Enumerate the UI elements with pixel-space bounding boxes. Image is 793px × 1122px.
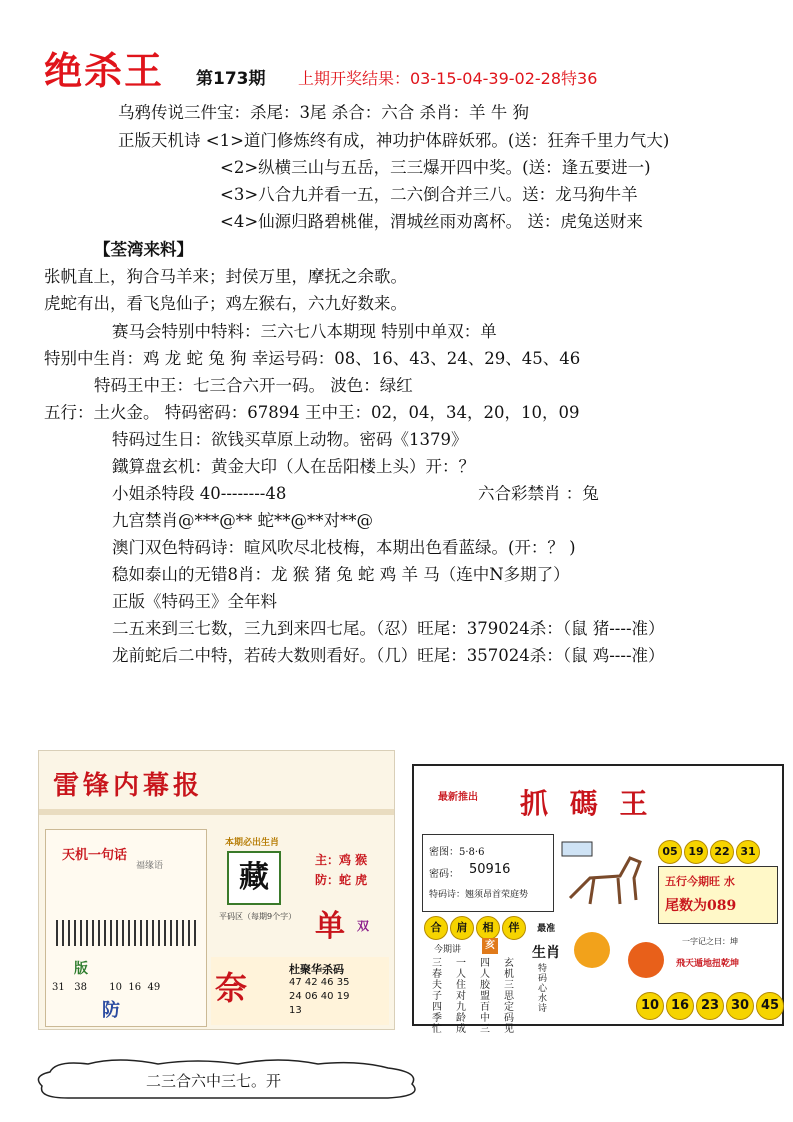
number-ball: 19 xyxy=(684,840,708,864)
panel-title: 抓 碼 王 xyxy=(520,787,654,820)
label-ball: 伴 xyxy=(502,916,526,940)
shengxiao-label: 生肖 xyxy=(532,945,560,961)
number-ball: 10 xyxy=(636,992,664,1020)
label-ball: 肩 xyxy=(450,916,474,940)
wuxing-box xyxy=(658,866,778,924)
zodiac-figure-icon xyxy=(628,942,664,978)
text-line: 正版天机诗 <1>道门修炼终有成，神功护体辟妖邪。(送：狂奔千里力气大) xyxy=(118,131,670,150)
kill-row: 24 06 40 19 xyxy=(289,991,350,1002)
text-line: <4>仙源归路碧桃催，渭城丝雨劝离杯。 送：虎兔送财来 xyxy=(220,212,643,231)
mima-value: 50916 xyxy=(469,862,511,877)
tianji-box xyxy=(45,829,207,1027)
jin-qi-label: 今期讲 xyxy=(434,945,462,955)
bottom-balls xyxy=(636,992,786,1020)
cloud-callout xyxy=(28,1058,428,1104)
top-balls xyxy=(658,840,762,864)
last-result: 上期开奖结果：03-15-04-39-02-28特36 xyxy=(298,69,598,88)
number-ball: 23 xyxy=(696,992,724,1020)
text-line: 正版《特码王》全年料 xyxy=(112,592,277,611)
cang-char: 藏 xyxy=(227,851,281,905)
weishu-line: 尾数为089 xyxy=(665,898,737,914)
cloud-text: 二三合六中三七。开 xyxy=(146,1072,282,1090)
note-small: 一字记之曰：坤 xyxy=(682,937,738,946)
ban-label: 版 xyxy=(74,961,88,977)
poem-col: 一人住对九龄成 xyxy=(456,958,466,1035)
text-line: 乌鸦传说三件宝：杀尾：3尾 杀合：六合 杀肖：羊 牛 狗 xyxy=(118,103,529,122)
barcode-graphic xyxy=(56,920,196,946)
left-newspaper-panel xyxy=(38,750,395,1030)
num: 10 xyxy=(109,982,123,993)
yellow-label-row xyxy=(424,916,555,940)
text-line: 小姐杀特段 40--------48 xyxy=(112,484,287,503)
text-line: 张帆直上，狗合马羊来；封侯万里，摩抚之余歌。 xyxy=(44,267,407,286)
poem-col: 四人胶盟百中三 xyxy=(480,958,490,1035)
hai-badge: 亥 xyxy=(482,938,498,954)
number-ball: 05 xyxy=(658,840,682,864)
text-line: 稳如泰山的无错8肖：龙 猴 猪 兔 蛇 鸡 羊 马（连中N多期了） xyxy=(112,565,570,584)
number-ball: 45 xyxy=(756,992,784,1020)
num: 31 xyxy=(52,982,65,993)
text-line: 二五来到三七数，三九到来四七尾。（忍）旺尾：379024杀：（鼠 猪----准） xyxy=(112,619,665,638)
panel-banner: 雷锋内幕报 xyxy=(53,771,204,801)
text-line: 赛马会特别中特料：三六七八本期现 特别中单双：单 xyxy=(112,322,497,341)
text-line: 澳门双色特码诗：暄风吹尽北枝梅，本期出色看蓝绿。(开：？ ) xyxy=(112,538,576,557)
fang-line: 防：蛇 虎 xyxy=(315,873,368,887)
kill-row: 13 xyxy=(289,1005,302,1016)
text-line: 五行：土火金。 特码密码：67894 王中王：02，04，34，20，10，09 xyxy=(44,403,580,422)
num: 16 xyxy=(128,982,142,993)
wuxing-line: 五行今期旺 水 xyxy=(665,875,735,888)
number-row xyxy=(52,982,202,993)
text-line: 龙前蛇后二中特，若砖大数则看好。（几）旺尾：357024杀：（鼠 鸡----准） xyxy=(112,646,665,665)
label-ball: 相 xyxy=(476,916,500,940)
number-ball: 16 xyxy=(666,992,694,1020)
kill-code-box xyxy=(211,957,389,1025)
riddle-mi: 密图：5·8·6 xyxy=(429,847,485,858)
zhu-line: 主：鸡 猴 xyxy=(315,853,368,867)
label-ball: 合 xyxy=(424,916,448,940)
box-sign: 福缘语 xyxy=(136,861,164,871)
text-line: 九宫禁肖@***@** 蛇**@**对**@ xyxy=(112,511,373,530)
cang-header: 本期必出生肖 xyxy=(225,838,280,848)
num: 49 xyxy=(147,982,161,993)
text-line: 特别中生肖：鸡 龙 蛇 兔 狗 幸运号码：08、16、43、24、29、45、46 xyxy=(44,349,581,368)
mima-label: 密码： xyxy=(429,869,459,880)
poem-line: 特码诗：翘须昂首荣庭势 xyxy=(429,890,529,900)
section-heading: 【荃湾来料】 xyxy=(94,240,193,259)
mima-box xyxy=(422,834,554,912)
number-ball: 30 xyxy=(726,992,754,1020)
horse-illustration xyxy=(560,838,654,912)
fang-label: 防 xyxy=(102,1000,120,1021)
new-release-label: 最新推出 xyxy=(438,792,478,803)
text-line: <3>八合九并看一五，二六倒合并三八。送：龙马狗牛羊 xyxy=(220,185,638,204)
dan-char: 单 xyxy=(315,909,345,944)
issue-number: 第173期 xyxy=(196,69,266,89)
shuang-char: 双 xyxy=(357,919,370,933)
right-zhuama-panel xyxy=(412,764,784,1035)
text-line: 鐵算盘玄机：黄金大印（人在岳阳楼上头）开：？ xyxy=(112,457,475,476)
page-title: 绝杀王 xyxy=(44,48,165,93)
text-line: 六合彩禁肖 ：兔 xyxy=(478,484,599,503)
cang-box xyxy=(211,829,389,947)
number-ball: 22 xyxy=(710,840,734,864)
district-label: 平码区（每期9个字） xyxy=(219,912,297,921)
zodiac-figure-icon xyxy=(574,932,610,968)
zang-char: 奈 xyxy=(215,969,248,1007)
text-line: 特码过生日：欲钱买草原上动物。密码《1379》 xyxy=(112,430,468,449)
note-line: 飛天遁地扭乾坤 xyxy=(676,959,740,969)
kill-row: 47 42 46 35 xyxy=(289,977,350,988)
text-line: 虎蛇有出，看飞凫仙子；鸡左猴右，六九好数来。 xyxy=(44,294,407,313)
box-title: 天机一句话 xyxy=(62,848,128,863)
banner-small: 最准 xyxy=(537,924,556,934)
text-line: <2>纵横三山与五岳，三三爆开四中奖。(送：逢五要进一) xyxy=(220,158,651,177)
poem-col: 玄机三思定码见 xyxy=(504,958,514,1035)
kill-title: 杜聚华杀码 xyxy=(289,963,344,976)
text-line: 特码王中王：七三合六开一码。 波色：绿红 xyxy=(94,376,413,395)
poem-col: 三春夫子四季忙 xyxy=(432,958,442,1035)
number-ball: 31 xyxy=(736,840,760,864)
te-ma-label: 特码心水诗 xyxy=(538,964,548,1014)
divider xyxy=(39,809,394,815)
num: 38 xyxy=(74,982,88,993)
